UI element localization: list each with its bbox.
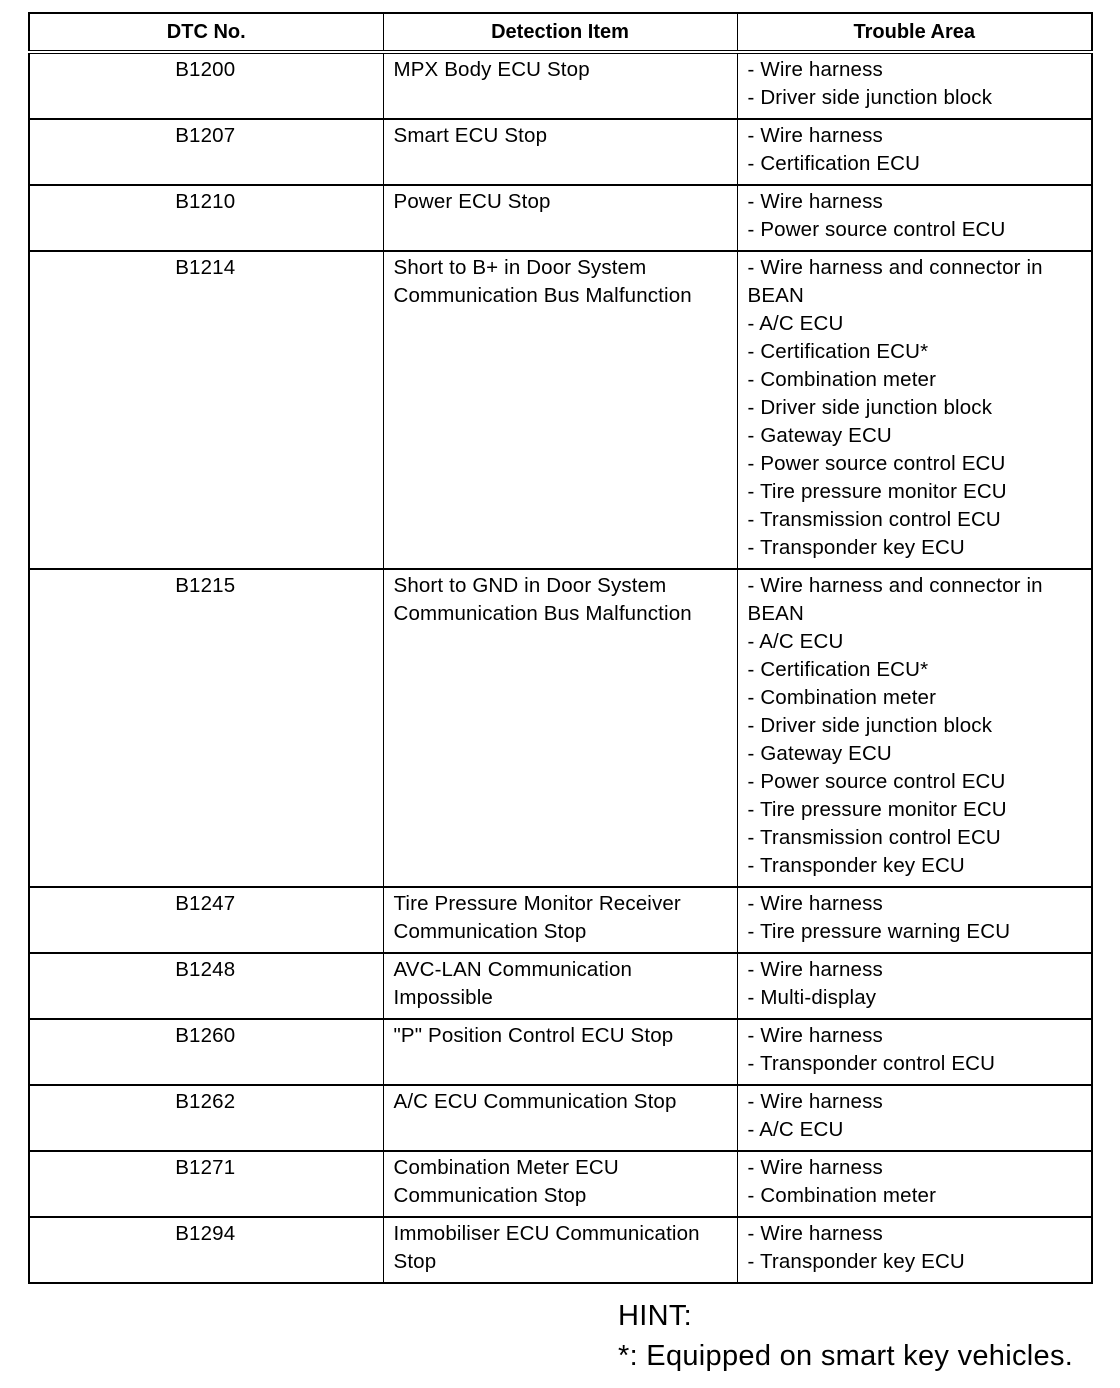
trouble-area-cell (737, 953, 1092, 1019)
detection-item-line: Communication Bus Malfunction (393, 602, 692, 625)
trouble-area-cell (737, 887, 1092, 953)
table-row (29, 1217, 1092, 1283)
table-row (29, 119, 1092, 185)
trouble-area-line: - Wire harness and connector in (747, 574, 1043, 597)
detection-item-line: Communication Bus Malfunction (393, 284, 692, 307)
table-row (29, 1085, 1092, 1151)
detection-item-line: AVC-LAN Communication (393, 958, 633, 981)
detection-item-line: Stop (393, 1250, 437, 1273)
table-row (29, 1019, 1092, 1085)
trouble-area-line: - Power source control ECU (747, 770, 1006, 793)
trouble-area-cell (737, 569, 1092, 887)
dtc-code-cell (29, 185, 383, 251)
trouble-area-cell (737, 1019, 1092, 1085)
trouble-area-line: - Wire harness (747, 1222, 883, 1245)
trouble-area-line: - Wire harness (747, 58, 883, 81)
dtc-table (28, 12, 1093, 1284)
table-row (29, 52, 1092, 119)
trouble-area-line: - Wire harness (747, 124, 883, 147)
detection-item-line: Combination Meter ECU (393, 1156, 619, 1179)
dtc-code-cell (29, 569, 383, 887)
detection-item-line: Impossible (393, 986, 493, 1009)
dtc-code: B1207 (175, 124, 236, 147)
trouble-area-line: - Gateway ECU (747, 742, 892, 765)
dtc-code-cell (29, 953, 383, 1019)
dtc-code: B1294 (175, 1222, 236, 1245)
dtc-code: B1260 (175, 1024, 236, 1047)
trouble-area-line: - Combination meter (747, 686, 937, 709)
detection-item-line: A/C ECU Communication Stop (393, 1090, 677, 1113)
detection-item-line: Smart ECU Stop (393, 124, 548, 147)
trouble-area-cell (737, 251, 1092, 569)
trouble-area-line: - Wire harness (747, 1024, 883, 1047)
dtc-code-cell (29, 1151, 383, 1217)
trouble-area-line: - Combination meter (747, 368, 937, 391)
trouble-area-line: - Wire harness (747, 1090, 883, 1113)
dtc-code-cell (29, 887, 383, 953)
detection-item-cell (383, 887, 737, 953)
detection-item-line: "P" Position Control ECU Stop (393, 1024, 674, 1047)
table-row (29, 953, 1092, 1019)
trouble-area-cell (737, 119, 1092, 185)
table-header (29, 13, 1092, 52)
header-row (29, 13, 1092, 52)
trouble-area-line: BEAN (747, 284, 804, 307)
trouble-area-line: - Transmission control ECU (747, 508, 1001, 531)
trouble-area-line: - Certification ECU* (747, 340, 929, 363)
trouble-area-line: - Transponder control ECU (747, 1052, 996, 1075)
trouble-area-line: - Wire harness (747, 1156, 883, 1179)
dtc-code-cell (29, 52, 383, 119)
detection-item-line: Short to GND in Door System (393, 574, 667, 597)
dtc-code: B1247 (175, 892, 236, 915)
dtc-code: B1262 (175, 1090, 236, 1113)
hint-title: HINT: (618, 1300, 692, 1332)
detection-item-cell (383, 1085, 737, 1151)
detection-item-line: Tire Pressure Monitor Receiver (393, 892, 681, 915)
trouble-area-line: - Transponder key ECU (747, 536, 965, 559)
hint-block (618, 1296, 1073, 1376)
dtc-code-cell (29, 1085, 383, 1151)
trouble-area-cell (737, 1217, 1092, 1283)
trouble-area-line: - Certification ECU (747, 152, 921, 175)
trouble-area-line: - A/C ECU (747, 312, 844, 335)
trouble-area-line: - Transponder key ECU (747, 854, 965, 877)
detection-item-line: Power ECU Stop (393, 190, 551, 213)
trouble-area-line: BEAN (747, 602, 804, 625)
dtc-code-cell (29, 1217, 383, 1283)
dtc-code: B1210 (175, 190, 236, 213)
trouble-area-line: - Combination meter (747, 1184, 937, 1207)
detection-item-cell (383, 251, 737, 569)
dtc-code: B1248 (175, 958, 236, 981)
header-dtc-no: DTC No. (29, 13, 383, 52)
table-row (29, 251, 1092, 569)
detection-item-line: Short to B+ in Door System (393, 256, 647, 279)
trouble-area-line: - A/C ECU (747, 630, 844, 653)
trouble-area-line: - Tire pressure warning ECU (747, 920, 1011, 943)
header-trouble-area: Trouble Area (737, 13, 1092, 52)
trouble-area-line: - Power source control ECU (747, 452, 1006, 475)
table-row (29, 185, 1092, 251)
trouble-area-line: - Gateway ECU (747, 424, 892, 447)
detection-item-line: Immobiliser ECU Communication (393, 1222, 700, 1245)
trouble-area-line: - Multi-display (747, 986, 877, 1009)
dtc-code-cell (29, 119, 383, 185)
trouble-area-line: - Driver side junction block (747, 86, 993, 109)
detection-item-line: MPX Body ECU Stop (393, 58, 590, 81)
hint-note: *: Equipped on smart key vehicles. (618, 1340, 1074, 1372)
trouble-area-line: - Tire pressure monitor ECU (747, 480, 1007, 503)
trouble-area-line: - Tire pressure monitor ECU (747, 798, 1007, 821)
dtc-code: B1214 (175, 256, 236, 279)
dtc-code-cell (29, 1019, 383, 1085)
dtc-code: B1271 (175, 1156, 236, 1179)
detection-item-cell (383, 569, 737, 887)
trouble-area-line: - Power source control ECU (747, 218, 1006, 241)
table-body (29, 52, 1092, 1283)
trouble-area-line: - Transmission control ECU (747, 826, 1001, 849)
trouble-area-line: - Wire harness (747, 892, 883, 915)
trouble-area-cell (737, 1151, 1092, 1217)
table-row (29, 1151, 1092, 1217)
dtc-code: B1200 (175, 58, 236, 81)
detection-item-cell (383, 185, 737, 251)
trouble-area-line: - Transponder key ECU (747, 1250, 965, 1273)
trouble-area-line: - Wire harness (747, 190, 883, 213)
table-row (29, 569, 1092, 887)
trouble-area-line: - Wire harness (747, 958, 883, 981)
detection-item-cell (383, 52, 737, 119)
detection-item-cell (383, 1217, 737, 1283)
detection-item-cell (383, 953, 737, 1019)
trouble-area-cell (737, 185, 1092, 251)
trouble-area-cell (737, 1085, 1092, 1151)
table-row (29, 887, 1092, 953)
trouble-area-line: - Certification ECU* (747, 658, 929, 681)
header-detection-item: Detection Item (383, 13, 737, 52)
detection-item-cell (383, 119, 737, 185)
trouble-area-line: - A/C ECU (747, 1118, 844, 1141)
trouble-area-line: - Driver side junction block (747, 714, 993, 737)
trouble-area-line: - Wire harness and connector in (747, 256, 1043, 279)
trouble-area-cell (737, 52, 1092, 119)
detection-item-cell (383, 1151, 737, 1217)
trouble-area-line: - Driver side junction block (747, 396, 993, 419)
detection-item-line: Communication Stop (393, 920, 587, 943)
detection-item-line: Communication Stop (393, 1184, 587, 1207)
dtc-code-cell (29, 251, 383, 569)
detection-item-cell (383, 1019, 737, 1085)
dtc-code: B1215 (175, 574, 236, 597)
